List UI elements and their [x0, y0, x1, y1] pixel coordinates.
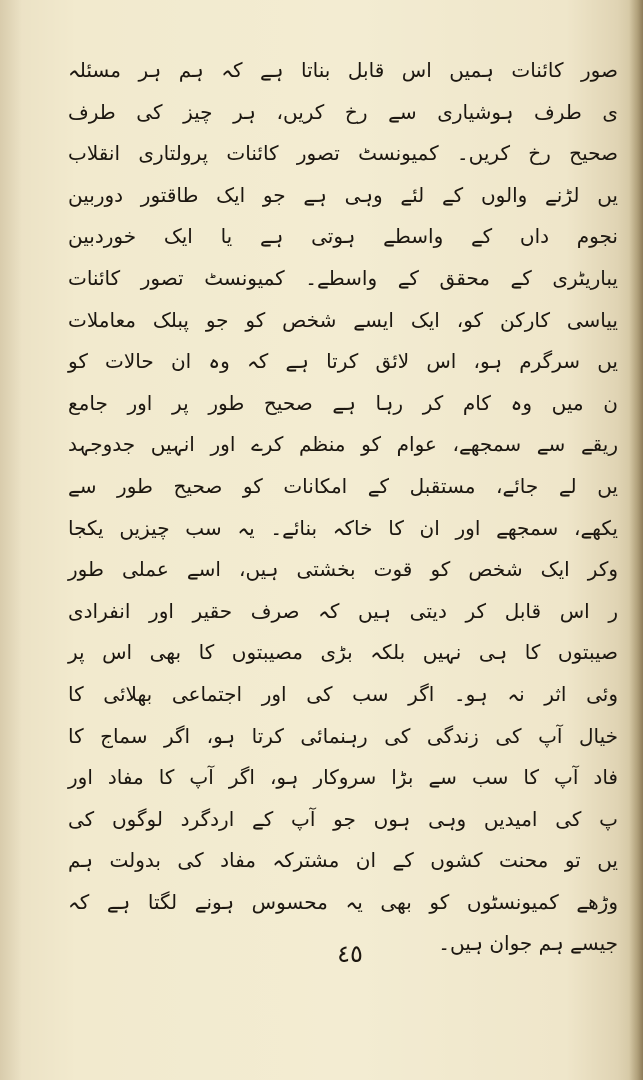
text-line: صیبتوں کا ہی نہیں بلکہ بڑی مصیبتوں کا بھی اس پر	[68, 640, 618, 665]
text-line: یباریٹری کے محقق کے واسطے۔ کمیونسٹ تصور کائنات	[68, 265, 618, 290]
text-line: ییاسی کارکن کو، ایک ایسے شخص کو جو پبلک معاملات	[68, 307, 618, 332]
text-line: ریقے سے سمجھے، عوام کو منظم کرے اور انہیں جدوجہد	[68, 432, 618, 457]
page-number: ٤٥	[337, 940, 363, 968]
text-line: ن میں وہ کام کر رہا ہے صحیح طور پر اور جامع	[68, 390, 618, 415]
text-line: یں لڑنے والوں کے لئے وہی ہے جو ایک طاقتور دوربین	[68, 182, 618, 207]
page-right-edge-shadow	[629, 0, 643, 1080]
text-line: خیال آپ کی زندگی کی رہنمائی کرتا ہو، اگر سماج کا	[68, 723, 618, 748]
text-line: نجوم داں کے واسطے ہوتی ہے یا ایک خوردبین	[68, 224, 618, 249]
text-line: وکر ایک شخص کو قوت بخشتی ہیں، اسے عملی طور	[68, 557, 618, 582]
text-line: صحیح رخ کریں۔ کمیونسٹ تصور کائنات پرولتاری انقلاب	[68, 141, 618, 166]
text-line: ی طرف ہوشیاری سے رخ کریں، ہر چیز کی طرف	[68, 99, 618, 124]
text-line: صور کائنات ہمیں اس قابل بناتا ہے کہ ہم ہر مسئلہ	[68, 58, 618, 82]
text-line: یں سرگرم ہو، اس لائق کرتا ہے کہ وہ ان حالات کو	[68, 349, 618, 374]
text-line: یں تو محنت کشوں کے ان مشترکہ مفاد کی بدولت ہم	[68, 848, 618, 873]
text-line: یں لے جائے، مستقبل کے امکانات کو صحیح طور سے	[68, 473, 618, 498]
text-line: ر اس قابل کر دیتی ہیں کہ صرف حقیر اور انفرادی	[68, 598, 618, 623]
text-line-last: جیسے ہم جوان ہیں۔	[438, 931, 618, 956]
text-line: وئی اثر نہ ہو۔ اگر سب کی اور اجتماعی بھلائی کا	[68, 681, 618, 706]
text-line: فاد آپ کا سب سے بڑا سروکار ہو، اگر آپ کا مفاد اور	[68, 765, 618, 790]
text-line: پ کی امیدیں وہی ہوں جو آپ کے اردگرد لوگوں کی	[68, 806, 618, 831]
text-line: یکھے، سمجھے اور ان کا خاکہ بنائے۔ یہ سب چیزیں یکجا	[68, 515, 618, 540]
text-line: وڑھے کمیونسٹوں کو بھی یہ محسوس ہونے لگتا ہے کہ	[68, 889, 618, 914]
body-text	[0, 50, 618, 965]
